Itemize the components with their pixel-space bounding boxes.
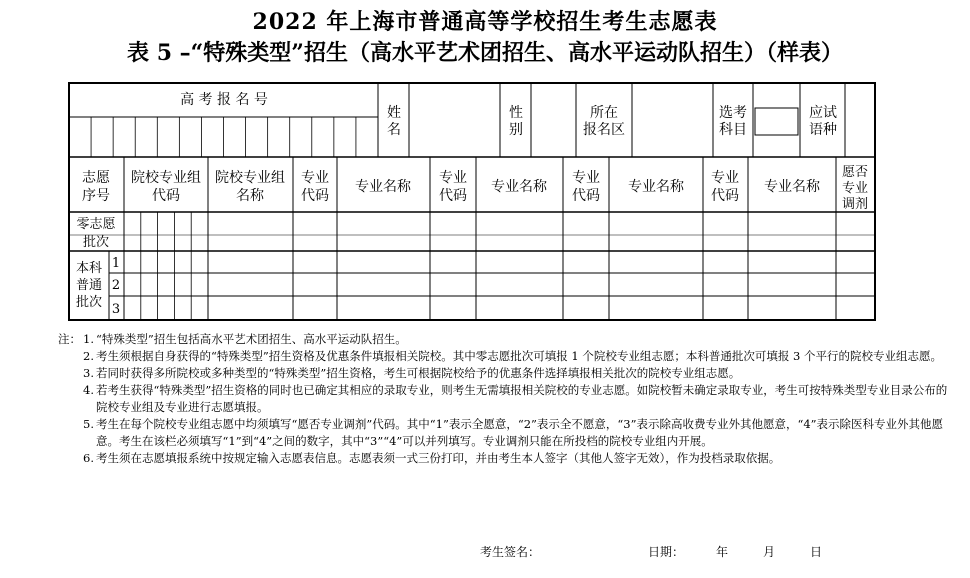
note-text: 若同时获得多所院校或多种类型的“特殊类型”招生资格，考生可根据院校给予的优惠条件选择填报相关批次的院校专业组志愿。 [96,366,741,380]
form-subtitle: 表 5 –“特殊类型”招生（高水平艺术团招生、高水平运动队招生）（样表） [127,40,843,66]
major-name-header-4: 专业名称 [764,179,820,195]
note-text: 考生在每个院校专业组志愿中均须填写“愿否专业调剂”代码。其中“1”表示全愿意，“2”表示全不愿意，“3”表示除高收费专业外其他愿意，“4”表示除医科专业外其他愿意。考生在该栏必须填写“1”到“4”之间的数字，其中“3”“4”可以并列填写。专业调剂只能在所投档的院校专业组内开展。 [96,417,944,448]
major-code-header-4b: 代码 [711,188,739,204]
note-item [58,348,958,365]
major-name-header-3: 专业名称 [628,179,684,195]
group-code-header-1: 院校专业组 [131,170,201,186]
major-code-header-3b: 代码 [572,188,600,204]
undergrad-batch-label-1: 本科 [75,261,103,276]
form-title: 2022 年上海市普通高等学校招生考生志愿表 [252,9,718,35]
exam-number-digit-boxes[interactable] [91,117,356,157]
note-item [58,365,958,382]
order-header-1: 志愿 [82,170,110,186]
date-day-label: 日 [810,545,823,559]
name-label-2: 名 [387,122,401,138]
adjust-header-1: 愿否 [841,165,869,180]
group-name-header-1: 院校专业组 [215,170,285,186]
undergrad-batch-label-3: 批次 [75,295,103,310]
note-number: 6. [83,451,94,465]
note-number: 3. [83,366,94,380]
zero-batch-label-1: 零志愿 [76,217,116,232]
note-item [58,382,958,416]
name-label-1: 姓 [387,105,401,121]
language-label-2: 语种 [809,122,837,138]
adjust-header-2: 专业 [841,181,869,196]
table-frame [69,83,875,320]
note-number: 5. [83,417,94,431]
signature-field[interactable] [545,543,640,557]
major-name-header-1: 专业名称 [355,179,411,195]
major-code-header-2a: 专业 [439,170,467,186]
major-code-header-4a: 专业 [711,170,739,186]
undergrad-batch-label-2: 普通 [75,278,103,293]
row-number-2: 2 [111,278,121,293]
major-code-header-3a: 专业 [572,170,600,186]
exam-number-label: 高 考 报 名 号 [180,92,268,108]
district-label-1: 所在 [590,105,618,121]
group-code-header-2: 代码 [152,188,180,204]
notes-lead: 注： [58,332,81,346]
note-number: 4. [83,383,94,397]
signature-label: 考生签名： [480,545,541,559]
date-label: 日期： [648,545,685,559]
order-header-2: 序号 [82,188,110,204]
major-name-header-2: 专业名称 [491,179,547,195]
group-name-header-2: 名称 [236,188,264,204]
date-month-label: 月 [763,545,776,559]
district-label-2: 报名区 [583,122,625,138]
row-number-1: 1 [111,256,121,271]
subject-label-2: 科目 [719,122,747,138]
note-number: 1. [83,332,94,346]
adjust-header-3: 调剂 [841,197,869,212]
note-item [58,331,958,348]
group-code-digit-boxes[interactable] [141,212,191,320]
subject-box[interactable] [755,108,798,135]
gender-label-2: 别 [509,122,523,138]
note-text: “特殊类型”招生包括高水平艺术团招生、高水平运动队招生。 [96,332,407,346]
note-item [58,450,958,467]
row-number-3: 3 [111,302,121,317]
subject-label-1: 选考 [719,105,747,121]
major-code-header-2b: 代码 [439,188,467,204]
note-item [58,416,958,450]
major-code-header-1b: 代码 [301,188,329,204]
note-text: 考生须根据自身获得的“特殊类型”招生资格及优惠条件填报相关院校。其中零志愿批次可填报 1 个院校专业组志愿；本科普通批次可填报 3 个平行的院校专业组志愿。 [96,349,943,363]
date-year-label: 年 [716,545,729,559]
zero-batch-label-2: 批次 [82,235,110,250]
major-code-header-1a: 专业 [301,170,329,186]
note-text: 若考生获得“特殊类型”招生资格的同时也已确定其相应的录取专业，则考生无需填报相关院校的专业志愿。如院校暂未确定录取专业，考生可按特殊类型专业目录公布的院校专业组及专业进行志愿填报。 [96,383,948,414]
notes-section [58,331,958,467]
gender-label-1: 性 [509,105,523,121]
note-number: 2. [83,349,94,363]
note-text: 考生须在志愿填报系统中按规定输入志愿表信息。志愿表须一式三份打印，并由考生本人签字（其他人签字无效），作为投档录取依据。 [96,451,781,465]
language-label-1: 应试 [809,105,837,121]
